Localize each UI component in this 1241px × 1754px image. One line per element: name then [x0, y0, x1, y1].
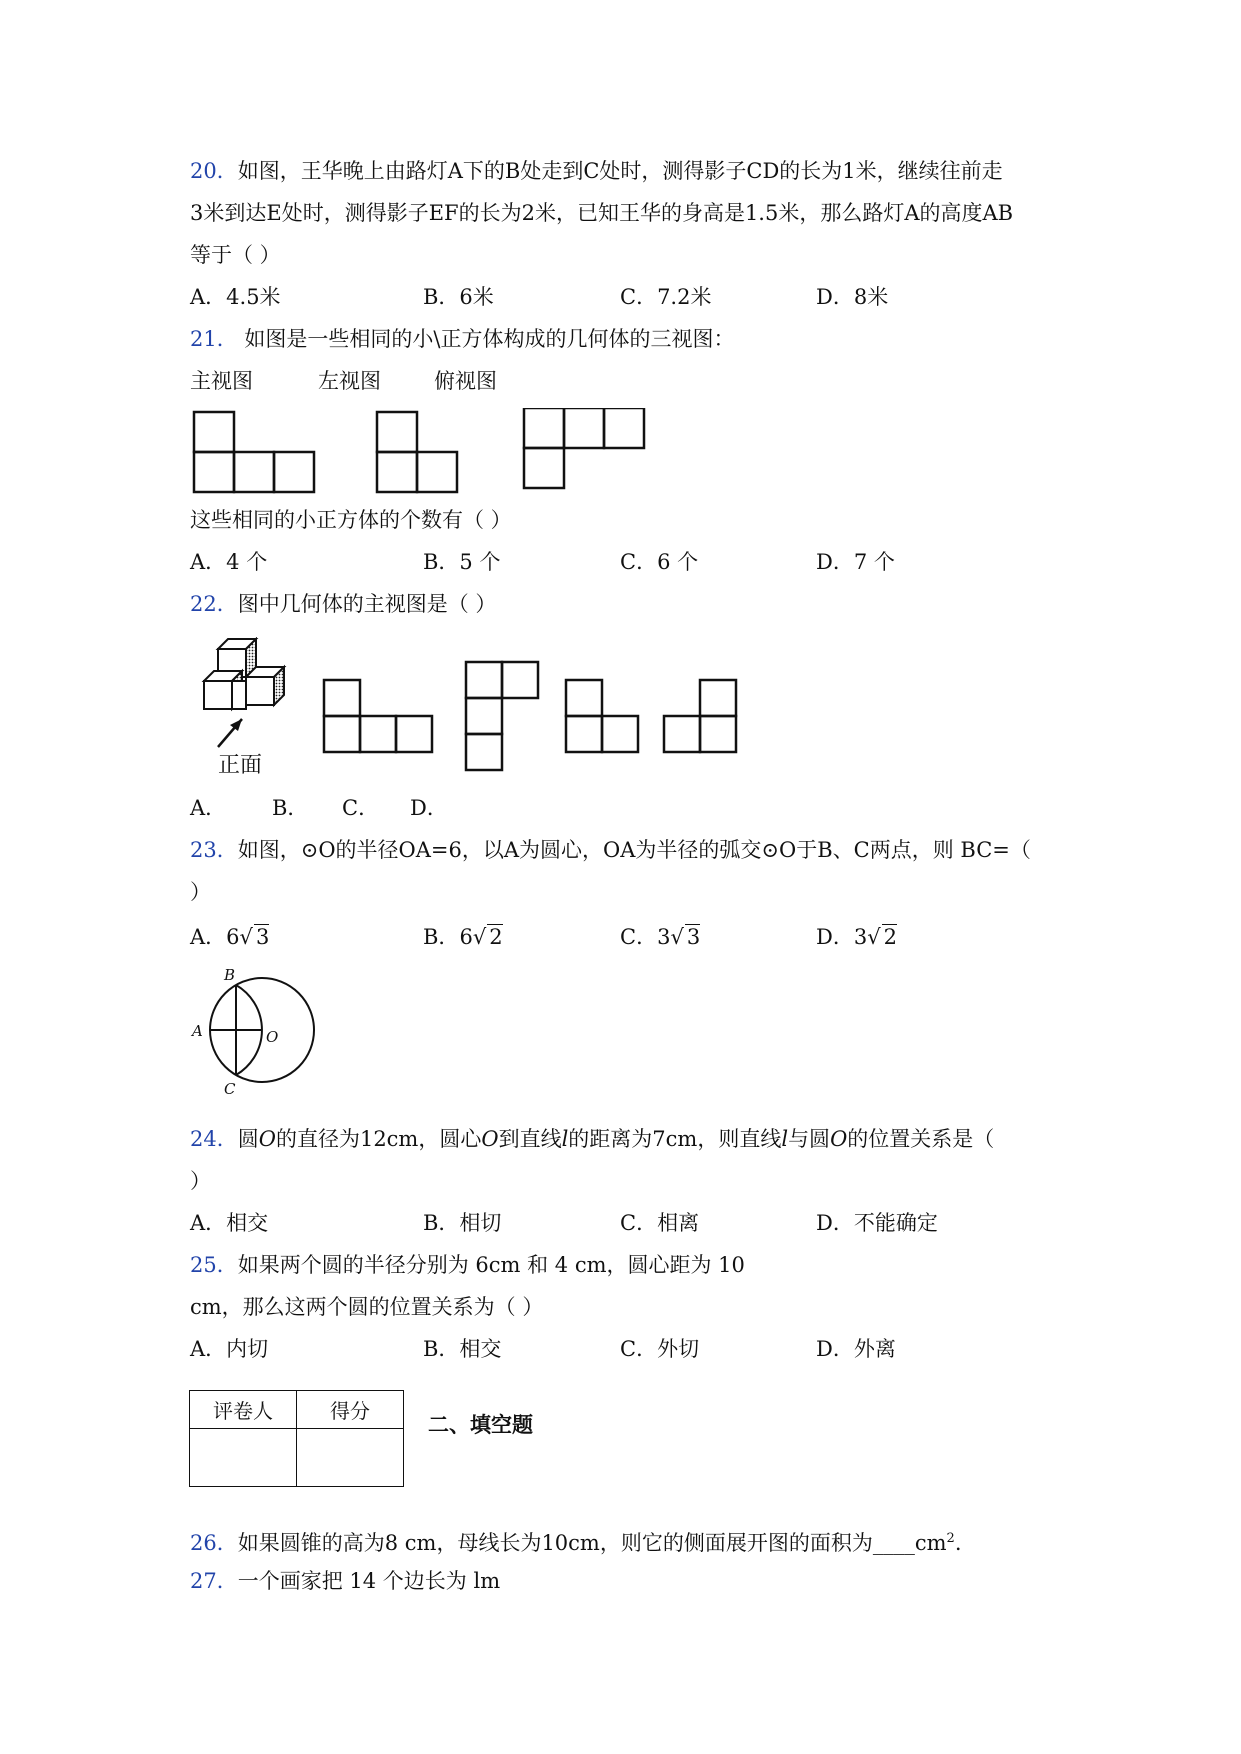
- q21-text: 如图是一些相同的小\正方体构成的几何体的三视图：: [237, 327, 735, 351]
- q22-option-d: D．: [410, 796, 448, 820]
- q24-line2: ）: [190, 1169, 211, 1193]
- q23-line1: [190, 835, 1031, 865]
- q21-number: 21．: [190, 327, 238, 351]
- q23-option-a-label: A．: [190, 925, 227, 949]
- q21-label-left-view: 左视图: [318, 369, 381, 393]
- q25-option-c: C．外切: [620, 1337, 700, 1361]
- q26-line1: [190, 1524, 962, 1558]
- q20-number: 20．: [190, 159, 238, 183]
- q23-circle-figure: [186, 968, 316, 1098]
- q25-option-d: D．外离: [816, 1337, 896, 1361]
- q24-text-3: 到直线: [498, 1127, 562, 1151]
- q25-line1: [190, 1250, 745, 1280]
- q23-label-o: O: [266, 1028, 279, 1046]
- q24-option-a: A．相交: [190, 1211, 269, 1235]
- q20-option-a: A．4.5米: [190, 285, 281, 309]
- q24-option-d: D．不能确定: [816, 1211, 938, 1235]
- q22-solid-figure: [200, 637, 310, 777]
- q21-option-a: A．4 个: [190, 550, 268, 574]
- q20-text-1: 如图，王华晚上由路灯A下的B处走到C处时，测得影子CD的长为1米，继续往前走: [237, 159, 1003, 183]
- q23-option-b: [423, 922, 503, 952]
- score-table: [189, 1390, 404, 1487]
- q23-label-b: B: [224, 968, 236, 984]
- q22-option-a-figure: [320, 660, 440, 760]
- q21-line1: [190, 324, 734, 354]
- q22-option-c-figure: [560, 660, 650, 760]
- sqrt-icon: √ 2: [867, 925, 897, 949]
- q24-option-c: C．相离: [620, 1211, 700, 1235]
- q20-line2: 3米到达E处时，测得影子EF的长为2米，已知王华的身高是1.5米，那么路灯A的高度AB: [190, 201, 1014, 225]
- q23-option-a-coef: 6: [226, 925, 240, 949]
- q22-line1: [190, 589, 496, 619]
- q24-circle-o-2: O: [481, 1127, 499, 1151]
- q23-option-d-coef: 3: [853, 925, 868, 949]
- q23-text-1: 如图，⊙O的半径OA=6，以A为圆心，OA为半径的弧交⊙O于B、C两点，则 BC=（: [237, 838, 1031, 862]
- q23-option-c-radicand: 3: [686, 925, 701, 949]
- q25-option-b: B．相交: [423, 1337, 502, 1361]
- q22-option-b-figure: [458, 650, 548, 780]
- q22-option-d-figure: [660, 660, 750, 760]
- q24-line-l-2: l: [781, 1127, 789, 1151]
- q21-option-d: D．7 个: [816, 550, 895, 574]
- q23-option-a: [190, 922, 269, 952]
- q22-option-c: C．: [342, 796, 380, 820]
- q22-option-a: A．: [190, 796, 227, 820]
- q24-text-5: 与圆: [788, 1127, 831, 1151]
- q20-line1: [190, 156, 1003, 186]
- q26-unit: cm: [914, 1531, 947, 1555]
- q22-number: 22．: [190, 592, 238, 616]
- q20-option-b: B．6米: [423, 285, 494, 309]
- score-table-score-header: 得分: [297, 1391, 404, 1429]
- q23-label-a: A: [192, 1022, 203, 1040]
- q22-text: 图中几何体的主视图是（ ）: [237, 592, 497, 616]
- q21-option-b: B．5 个: [423, 550, 501, 574]
- q20-option-c: C．7.2米: [620, 285, 712, 309]
- section-title: 二、填空题: [428, 1413, 533, 1437]
- q24-text-2: 的直径为12cm，圆心: [275, 1127, 482, 1151]
- score-table-grader-cell: [190, 1429, 297, 1487]
- q23-option-c-label: C．: [620, 925, 658, 949]
- q23-number: 23．: [190, 838, 238, 862]
- q20-line3: 等于（ ）: [190, 243, 281, 267]
- q21-label-top-view: 俯视图: [434, 369, 497, 393]
- q25-option-a: A．内切: [190, 1337, 269, 1361]
- q24-circle-o-1: O: [258, 1127, 276, 1151]
- q23-option-b-coef: 6: [459, 925, 473, 949]
- q23-option-d-label: D．: [816, 925, 854, 949]
- q26-answer-blank: ____: [872, 1531, 915, 1555]
- sqrt-icon: √ 3: [239, 925, 270, 949]
- q24-line1: [190, 1124, 994, 1154]
- q23-option-b-label: B．: [423, 925, 460, 949]
- q26-unit-exponent: 2: [946, 1531, 955, 1546]
- q25-line2: cm，那么这两个圆的位置关系为（ ）: [190, 1295, 544, 1319]
- q27-number: 27．: [190, 1569, 238, 1593]
- q24-number: 24．: [190, 1127, 238, 1151]
- q27-text: 一个画家把 14 个边长为 lm: [237, 1569, 501, 1593]
- q26-end: .: [954, 1531, 962, 1555]
- score-table-grader-header: 评卷人: [190, 1391, 297, 1429]
- q21-question: 这些相同的小正方体的个数有（ ）: [190, 508, 512, 532]
- q20-option-d: D．8米: [816, 285, 889, 309]
- sqrt-icon: √ 2: [472, 925, 503, 949]
- q23-option-d-radicand: 2: [883, 925, 897, 949]
- q22-front-label: 正面: [218, 753, 263, 777]
- q24-text-1: 圆: [237, 1127, 259, 1151]
- sqrt-icon: √ 3: [670, 925, 701, 949]
- q25-number: 25．: [190, 1253, 238, 1277]
- q25-text-1: 如果两个圆的半径分别为 6cm 和 4 cm，圆心距为 10: [237, 1253, 745, 1277]
- q23-option-c-coef: 3: [657, 925, 671, 949]
- q24-option-b: B．相切: [423, 1211, 502, 1235]
- q23-label-c: C: [224, 1080, 236, 1098]
- q24-text-4: 的距离为7cm，则直线: [568, 1127, 782, 1151]
- q27-line1: [190, 1566, 500, 1596]
- q23-line2: ）: [190, 880, 211, 904]
- q24-text-6: 的位置关系是（: [847, 1127, 995, 1151]
- q23-option-b-radicand: 2: [489, 925, 503, 949]
- q21-option-c: C．6 个: [620, 550, 699, 574]
- q23-option-d: [816, 922, 897, 952]
- q21-three-views-figure: [186, 408, 666, 498]
- q23-option-a-radicand: 3: [255, 925, 270, 949]
- q23-option-c: [620, 922, 700, 952]
- q24-circle-o-3: O: [830, 1127, 848, 1151]
- q26-number: 26．: [190, 1531, 238, 1555]
- q26-text: 如果圆锥的高为8 cm，母线长为10cm，则它的侧面展开图的面积为: [237, 1531, 873, 1555]
- q22-option-b: B．: [272, 796, 309, 820]
- score-table-score-cell: [297, 1429, 404, 1487]
- q21-label-front-view: 主视图: [190, 369, 253, 393]
- q24-line-l-1: l: [561, 1127, 569, 1151]
